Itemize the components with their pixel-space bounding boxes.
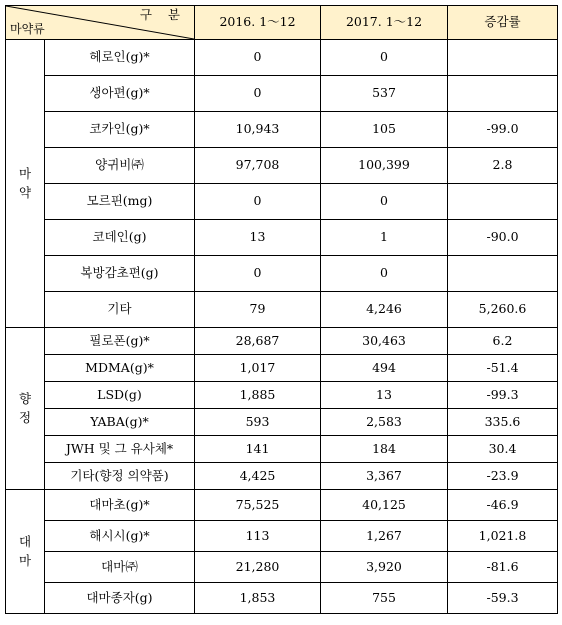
item-cell: 필로폰(g)* [45,328,195,355]
value-2017-cell: 100,399 [321,148,448,184]
value-2016-cell: 79 [195,292,321,328]
value-2016-cell: 0 [195,40,321,76]
value-2016-cell: 0 [195,256,321,292]
value-2017-cell: 755 [321,583,448,614]
column-header-2017: 2017. 1～12 [321,6,448,40]
change-rate-cell: -81.6 [448,552,558,583]
table-row [6,328,558,355]
item-cell: 해시시(g)* [45,521,195,552]
table-row [6,256,558,292]
item-cell: 기타 [45,292,195,328]
category-label: 대마 [18,533,32,568]
value-2017-cell: 1 [321,220,448,256]
column-header-2016: 2016. 1～12 [195,6,321,40]
value-2016-cell: 75,525 [195,490,321,521]
item-cell: 모르핀(mg) [45,184,195,220]
value-2016-cell: 141 [195,436,321,463]
category-label: 향정 [18,390,32,425]
table-row [6,112,558,148]
value-2016-cell: 4,425 [195,463,321,490]
value-2016-cell: 1,017 [195,355,321,382]
item-cell: LSD(g) [45,382,195,409]
category-cell [6,328,45,490]
table-row [6,463,558,490]
change-rate-cell [448,184,558,220]
value-2016-cell: 13 [195,220,321,256]
value-2016-cell: 10,943 [195,112,321,148]
item-cell: YABA(g)* [45,409,195,436]
change-rate-cell: -51.4 [448,355,558,382]
corner-label-bottom: 마약류 [10,22,45,37]
change-rate-cell: -46.9 [448,490,558,521]
header-row [6,6,558,40]
table-row [6,292,558,328]
value-2016-cell: 593 [195,409,321,436]
value-2017-cell: 105 [321,112,448,148]
change-rate-cell: 30.4 [448,436,558,463]
table-row [6,40,558,76]
corner-label-top: 구 분 [139,7,186,22]
value-2016-cell: 0 [195,184,321,220]
item-cell: 복방감초편(g) [45,256,195,292]
change-rate-cell [448,256,558,292]
table-row [6,355,558,382]
value-2016-cell: 97,708 [195,148,321,184]
value-2016-cell: 21,280 [195,552,321,583]
column-header-change: 증감률 [448,6,558,40]
group-psychotropics [6,328,558,490]
value-2017-cell: 13 [321,382,448,409]
category-cell [6,40,45,328]
change-rate-cell: -99.0 [448,112,558,148]
value-2017-cell: 3,920 [321,552,448,583]
value-2017-cell: 184 [321,436,448,463]
table-row [6,220,558,256]
item-cell: 대마초(g)* [45,490,195,521]
table-row [6,436,558,463]
item-cell: 양귀비㈜ [45,148,195,184]
table-row [6,552,558,583]
item-cell: MDMA(g)* [45,355,195,382]
value-2017-cell: 0 [321,184,448,220]
narcotics-seizure-table [5,5,558,614]
change-rate-cell: -23.9 [448,463,558,490]
item-cell: 기타(향정 의약품) [45,463,195,490]
value-2016-cell: 113 [195,521,321,552]
group-cannabis [6,490,558,614]
item-cell: JWH 및 그 유사체* [45,436,195,463]
value-2017-cell: 4,246 [321,292,448,328]
table-row [6,583,558,614]
change-rate-cell: 5,260.6 [448,292,558,328]
value-2017-cell: 1,267 [321,521,448,552]
change-rate-cell: -90.0 [448,220,558,256]
value-2016-cell: 0 [195,76,321,112]
value-2016-cell: 1,853 [195,583,321,614]
value-2016-cell: 28,687 [195,328,321,355]
value-2017-cell: 3,367 [321,463,448,490]
category-label: 마약 [18,165,32,200]
change-rate-cell [448,40,558,76]
item-cell: 대마종자(g) [45,583,195,614]
change-rate-cell: 2.8 [448,148,558,184]
value-2017-cell: 537 [321,76,448,112]
value-2017-cell: 0 [321,40,448,76]
change-rate-cell: 6.2 [448,328,558,355]
table-row [6,382,558,409]
table-row [6,76,558,112]
table-row [6,409,558,436]
group-narcotics [6,40,558,328]
item-cell: 코카인(g)* [45,112,195,148]
table-row [6,184,558,220]
change-rate-cell: -99.3 [448,382,558,409]
item-cell: 코데인(g) [45,220,195,256]
change-rate-cell: -59.3 [448,583,558,614]
item-cell: 대마㈜ [45,552,195,583]
category-cell [6,490,45,614]
item-cell: 생아편(g)* [45,76,195,112]
value-2017-cell: 2,583 [321,409,448,436]
item-cell: 헤로인(g)* [45,40,195,76]
value-2017-cell: 30,463 [321,328,448,355]
change-rate-cell: 335.6 [448,409,558,436]
value-2016-cell: 1,885 [195,382,321,409]
table-row [6,490,558,521]
change-rate-cell [448,76,558,112]
table-row [6,148,558,184]
change-rate-cell: 1,021.8 [448,521,558,552]
value-2017-cell: 0 [321,256,448,292]
value-2017-cell: 494 [321,355,448,382]
table-row [6,521,558,552]
corner-header-cell [6,6,195,40]
value-2017-cell: 40,125 [321,490,448,521]
